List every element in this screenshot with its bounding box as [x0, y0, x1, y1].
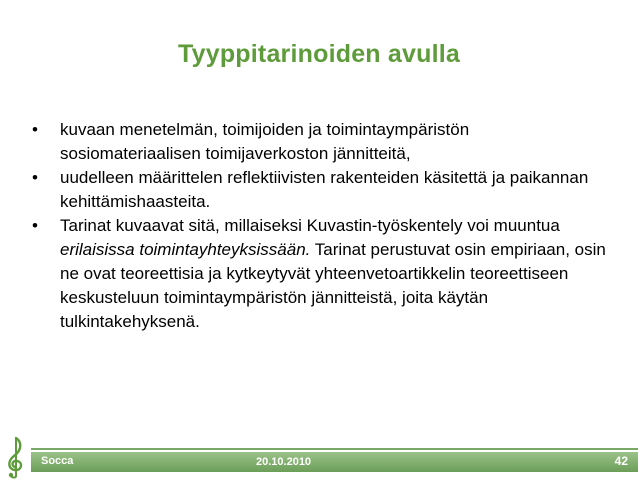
bullet-text-after: Tarinat perustuvat osin empiriaan, osin ne ovat teoreettisia ja kytkeytyvät yhteenvetoartikkelin teoreettiseen keskusteluun toimintaympäristön jännitteistä, joita käytän tulkintakehyksenä.: [60, 240, 606, 331]
bullet-text-italic: erilaisissa toimintayhteyksissään.: [60, 240, 311, 259]
bullet-marker: •: [32, 216, 38, 235]
footer-page-number: 42: [614, 454, 628, 468]
bullet-item-1: [30, 118, 608, 166]
footer-organization-label: Socca: [41, 455, 74, 467]
treble-clef-logo-icon: [0, 434, 31, 479]
bullet-marker: •: [32, 168, 38, 187]
bullet-text: kuvaan menetelmän, toimijoiden ja toimintaympäristön sosiomateriaalisen toimijaverkoston jännitteitä,: [60, 120, 470, 163]
bullet-list: [30, 118, 608, 334]
bullet-item-3: [30, 214, 608, 334]
footer-date: 20.10.2010: [256, 456, 312, 468]
slide-title: Tyyppitarinoiden avulla: [178, 40, 460, 68]
bullet-text: uudelleen määrittelen reflektiivisten rakenteiden käsitettä ja paikannan kehittämishaasteita.: [60, 168, 589, 211]
bullet-marker: •: [32, 120, 38, 139]
bullet-text-before: Tarinat kuvaavat sitä, millaiseksi Kuvastin-työskentely voi muuntua: [60, 216, 560, 235]
footer-divider: [31, 448, 638, 450]
bullet-item-2: [30, 166, 608, 214]
footer-bar: [31, 452, 638, 472]
